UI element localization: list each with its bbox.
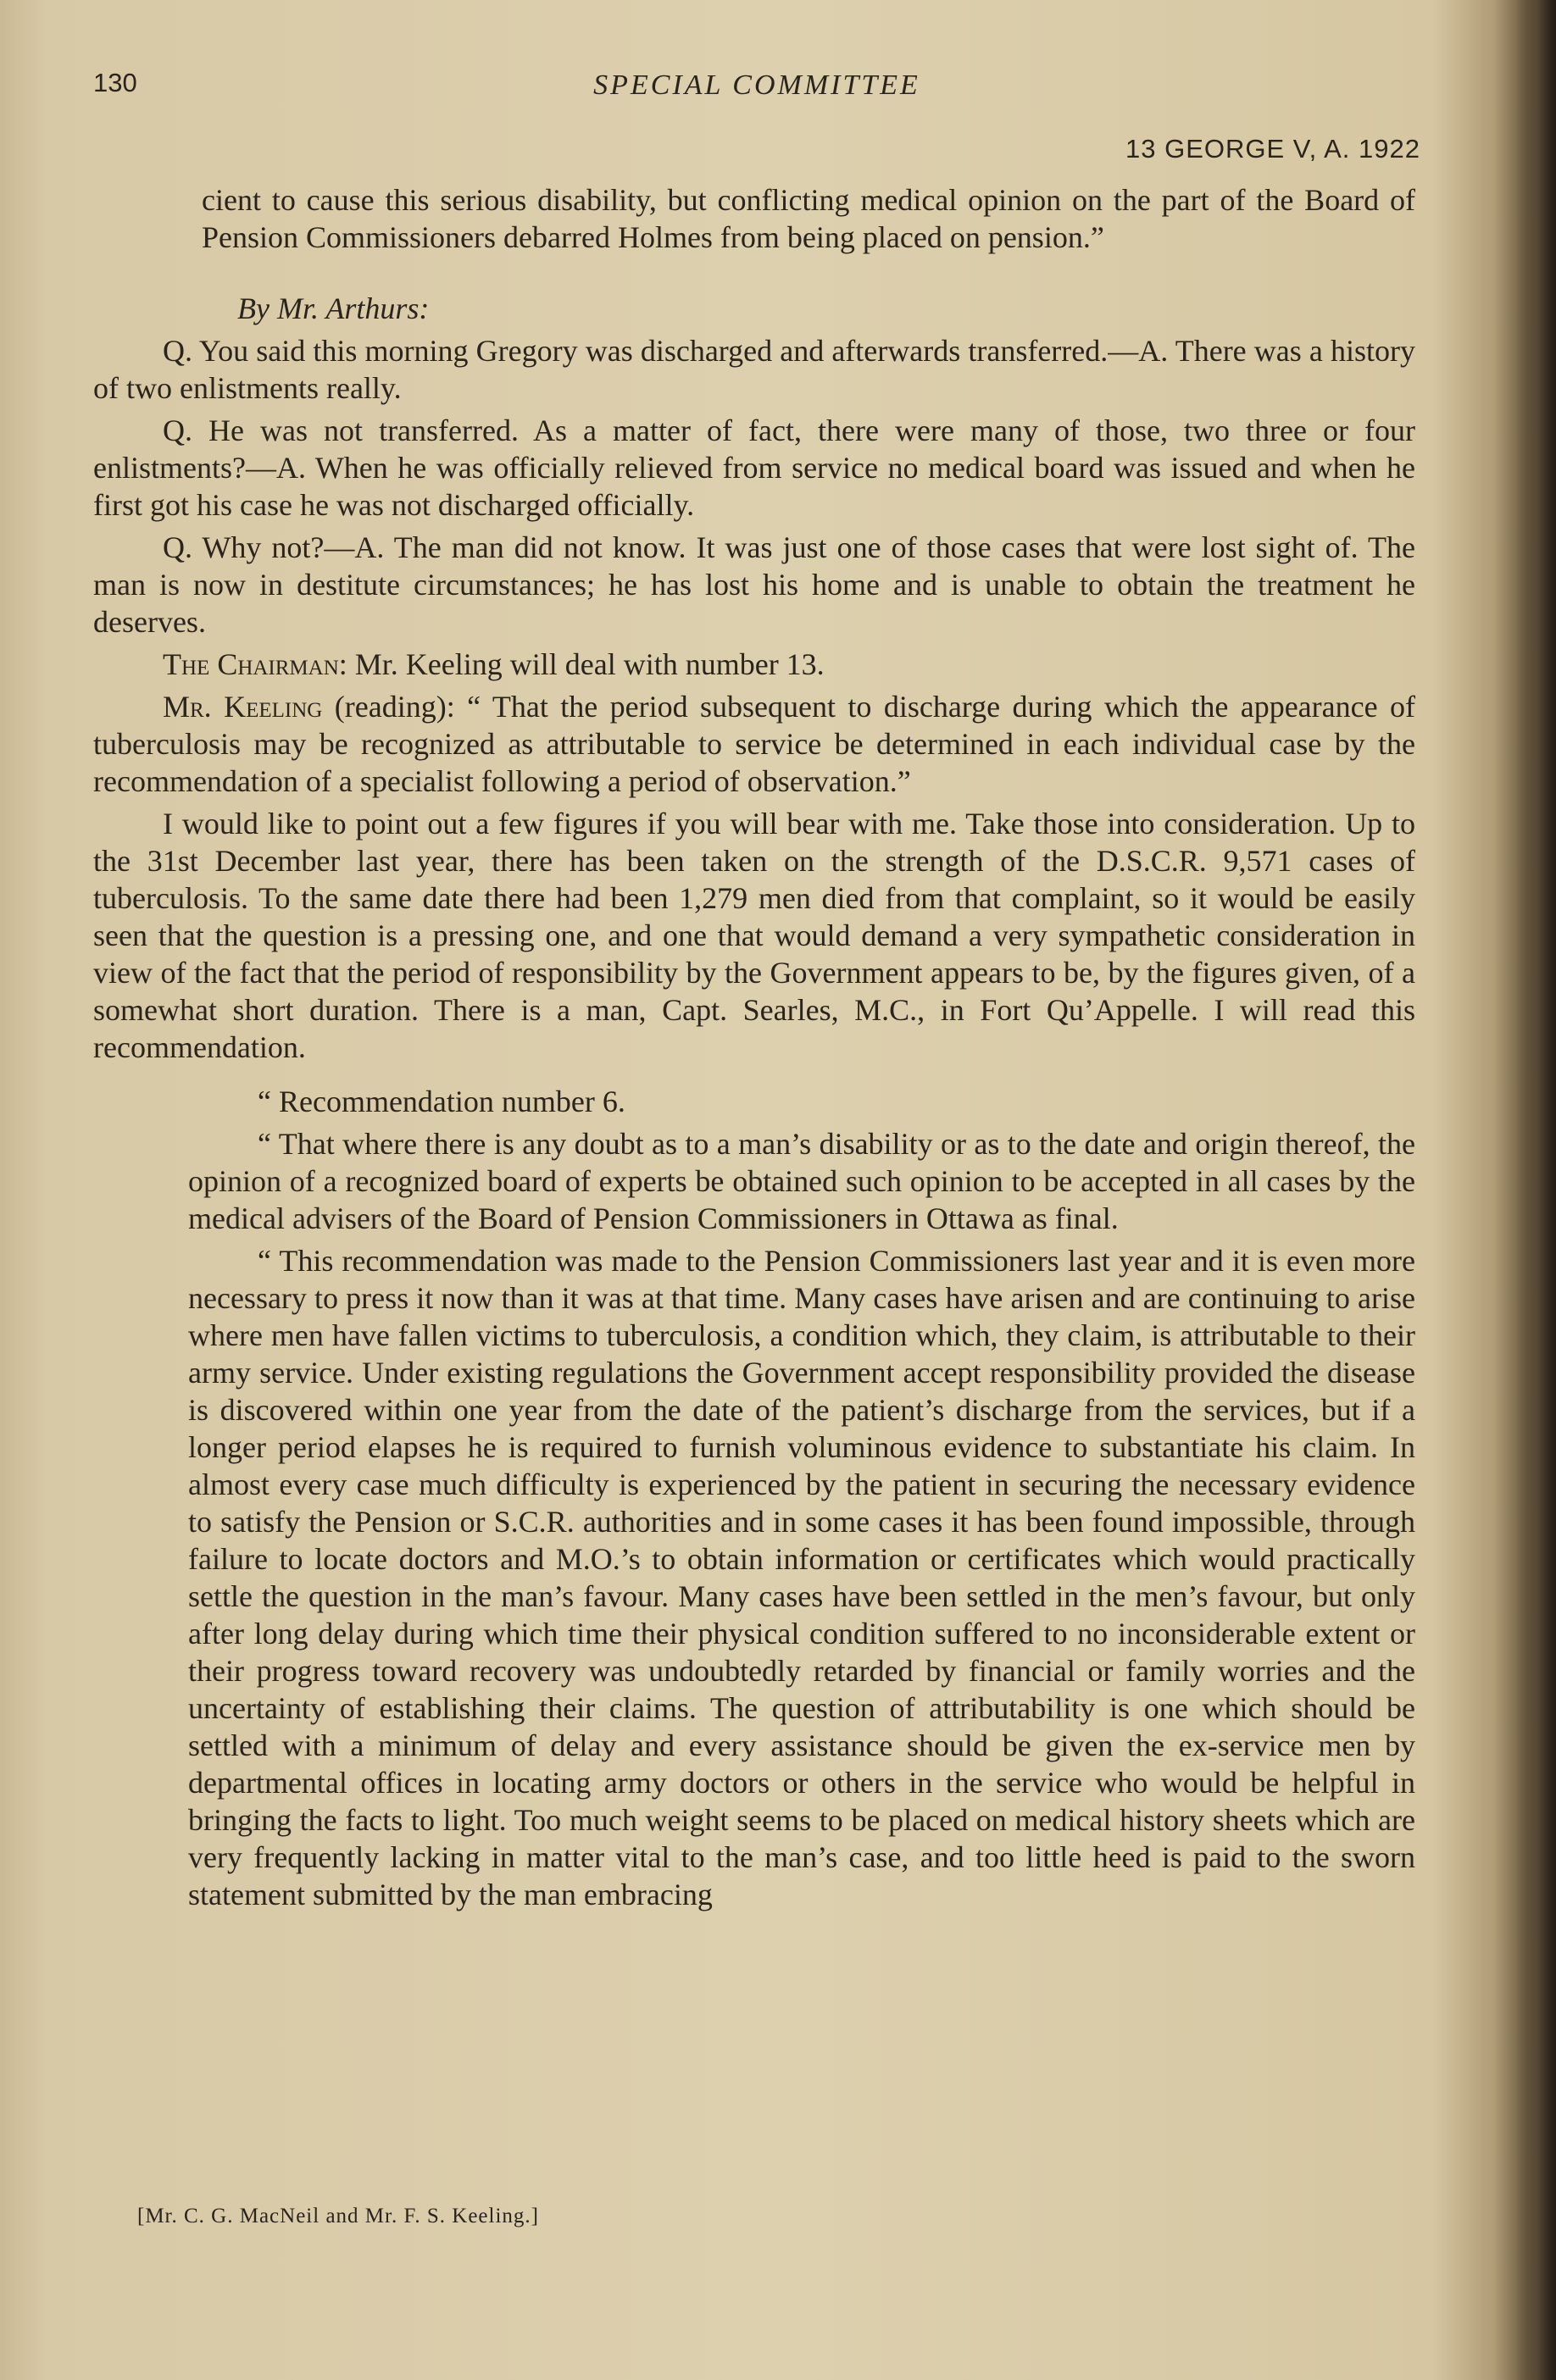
running-title: SPECIAL COMMITTEE [593, 69, 920, 101]
figures-paragraph: I would like to point out a few figures if you will bear with me. Take those into consideration. Up to the 31st December last year, there has been taken on the strength of the D.S.C.R. 9,571 cases of tuberculosis. To the same date there had been 1,279 men died from that complaint, so it would be easily seen that the question is a pressing one, and one that would demand a very sympathetic consideration in view of the fact that the period of responsibility by the Government appears to be, by the figures given, of a somewhat short duration. There is a man, Capt. Searles, M.C., in Fort Qu’Appelle. I will read this recommendation. [93, 807, 1415, 1064]
speaker-keeling: Mr. Keeling [163, 690, 323, 724]
keeling-reading [93, 688, 1415, 800]
keeling-text: (reading): “ That the period subsequent to discharge during which the appearance of tuberculosis may be recognized as attributable to service be determined in each individual case by the recommendation of a specialist following a period of observation.” [93, 690, 1415, 798]
speaker-chairman: The Chairman: [163, 647, 347, 681]
chairman-statement [93, 646, 1415, 683]
recommendation-heading: “ Recommendation number 6. [258, 1085, 625, 1118]
qa-paragraph: Q. Why not?—A. The man did not know. It was just one of those cases that were lost sight of. The man is now in destitute circumstances; he has lost his home and is unable to obtain the treatment he deserves. [93, 530, 1415, 639]
quote-paragraph: “ That where there is any doubt as to a man’s disability or as to the date and origin thereof, the opinion of a recognized board of experts be obtained such opinion to be accepted in all cases by the medical advisers of the Board of Pension Commissioners in Ottawa as final. [188, 1127, 1415, 1235]
page-edge-shadow [1515, 0, 1556, 2380]
document-body [93, 181, 1415, 1913]
page-number: 130 [93, 68, 137, 97]
quote-paragraph: “ This recommendation was made to the Pension Commissioners last year and it is even more necessary to press it now than it was at that time. Many cases have arisen and are continuing to arise where men have fallen victims to tuberculosis, a condition which, they claim, is attributable to their army service. Under existing regulations the Government accept responsibility provided the disease is discovered within one year from the date of the patient’s discharge from the services, but if a longer period elapses he is required to furnish voluminous evidence to substantiate his claim. In almost every case much difficulty is experienced by the patient in securing the necessary evidence to satisfy the Pension or S.C.R. authorities and in some cases it has been found impossible, through failure to locate doctors and M.O.’s to obtain information or certificates which would practically settle the question in the man’s favour. Many cases have been settled in the men’s favour, but only after long delay during which time their physical condition suffered to no inconsiderable extent or their progress toward recovery was undoubtedly retarded by financial or family worries and the uncertainty of establishing their claims. The question of attributability is one which should be settled with a minimum of delay and every assistance should be given the ex-service men by departmental offices in locating army doctors or others in the service who would be helpful in bringing the facts to light. Too much weight seems to be placed on medical history sheets which are very frequently lacking in matter vital to the man’s case, and too little heed is paid to the sworn statement submitted by the man embracing [188, 1244, 1415, 1911]
paragraph-continuation: cient to cause this serious disability, but conflicting medical opinion on the part of the Board of Pension Commissioners debarred Holmes from being placed on pension.” [202, 183, 1415, 254]
footer-note: [Mr. C. G. MacNeil and Mr. F. S. Keeling.] [137, 2205, 539, 2227]
byline: By Mr. Arthurs: [237, 291, 430, 325]
chairman-text: Mr. Keeling will deal with number 13. [347, 647, 825, 681]
session-line: 13 GEORGE V, A. 1922 [1125, 134, 1420, 164]
qa-paragraph: Q. You said this morning Gregory was discharged and afterwards transferred.—A. There was a history of two enlistments really. [93, 334, 1415, 405]
qa-paragraph: Q. He was not transferred. As a matter of fact, there were many of those, two three or four enlistments?—A. When he was officially relieved from service no medical board was issued and when he first got his case he was not discharged officially. [93, 413, 1415, 522]
page-header [93, 61, 1420, 112]
recommendation-quote [93, 1083, 1415, 1913]
